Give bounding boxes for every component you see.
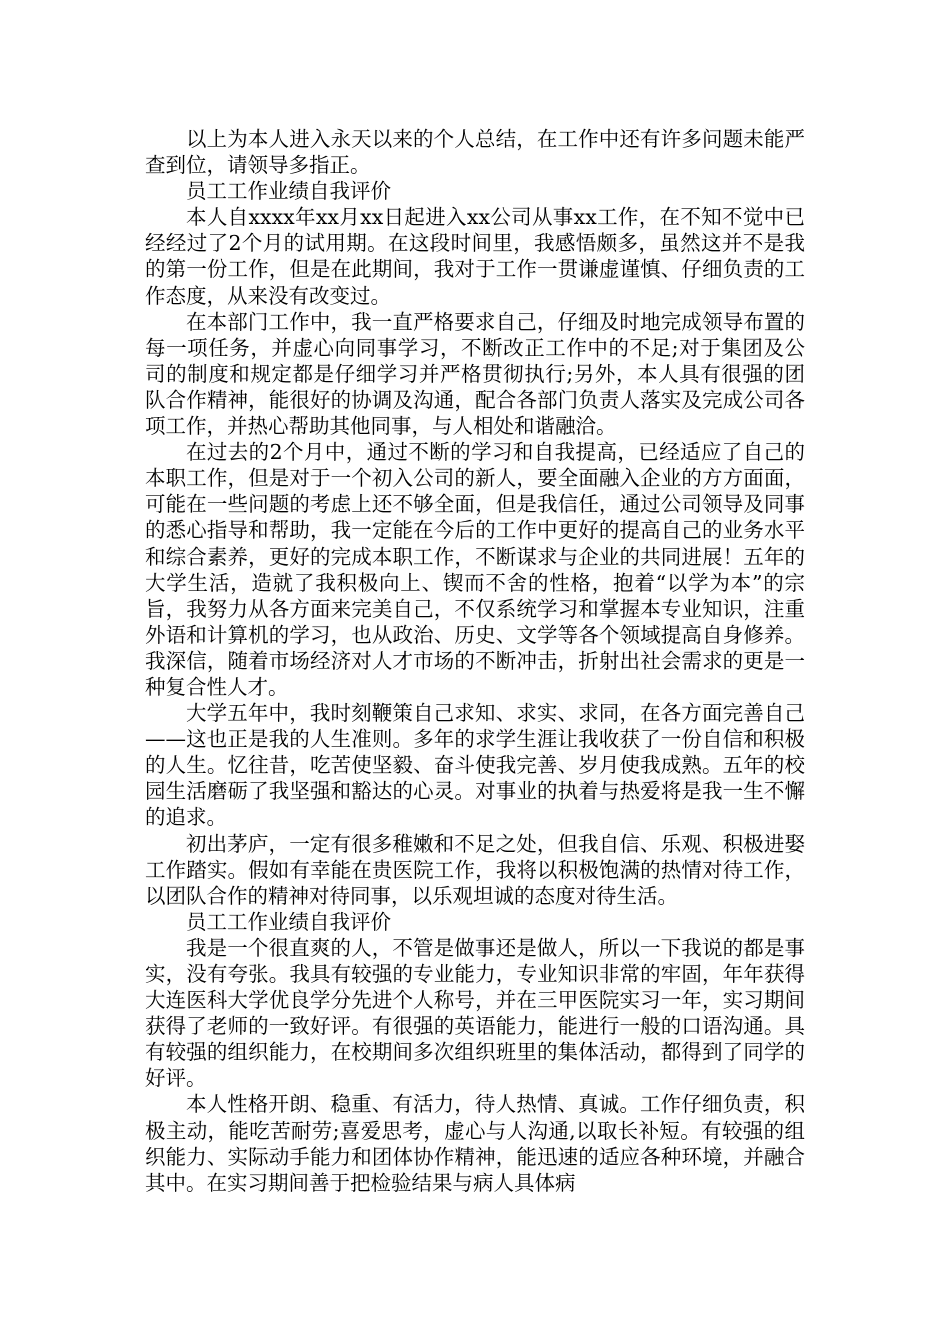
- paragraph: 在过去的2个月中，通过不断的学习和自我提高，已经适应了自己的本职工作，但是对于一个初入公司的新人，要全面融入企业的方方面面，可能在一些问题的考虑上还不够全面，但是我信任，通过公司领导及同事的悉心指导和帮助，我一定能在今后的工作中更好的提高自己的业务水平和综合素养，更好的完成本职工作，不断谋求与企业的共同进展！五年的大学生活，造就了我积极向上、锲而不舍的性格，抱着“以学为本”的宗旨，我努力从各方面来完美自己，不仅系统学习和掌握本专业知识，注重外语和计算机的学习，也从政治、历史、文学等各个领域提高自身修养。我深信，随着市场经济对人才市场的不断冲击，折射出社会需求的更是一种复合性人才。: [145, 440, 805, 699]
- paragraph: 在本部门工作中，我一直严格要求自己，仔细及时地完成领导布置的每一项任务，并虚心向同事学习，不断改正工作中的不足;对于集团及公司的制度和规定都是仔细学习并严格贯彻执行;另外，本人具有很强的团队合作精神，能很好的协调及沟通，配合各部门负责人落实及完成公司各项工作，并热心帮助其他同事，与人相处和谐融洽。: [145, 309, 805, 439]
- paragraph: 本人自xxxx年xx月xx日起进入xx公司从事xx工作，在不知不觉中已经经过了2个月的试用期。在这段时间里，我感悟颇多，虽然这并不是我的第一份工作，但是在此期间，我对于工作一贯谦虚谨慎、仔细负责的工作态度，从来没有改变过。: [145, 205, 805, 308]
- section-heading: 员工工作业绩自我评价: [186, 909, 391, 934]
- paragraph: 初出茅庐，一定有很多稚嫩和不足之处，但我自信、乐观、积极进娶工作踏实。假如有幸能在贵医院工作，我将以积极饱满的热情对待工作，以团队合作的精神对待同事，以乐观坦诚的态度对待生活。: [145, 831, 805, 908]
- section-heading: 员工工作业绩自我评价: [186, 179, 391, 204]
- paragraph: 以上为本人进入永天以来的个人总结，在工作中还有许多问题未能严查到位，请领导多指正。: [145, 127, 805, 178]
- paragraph: 我是一个很直爽的人，不管是做事还是做人，所以一下我说的都是事实，没有夸张。我具有较强的专业能力，专业知识非常的牢固，年年获得大连医科大学优良学分先进个人称号，并在三甲医院实习一年，实习期间获得了老师的一致好评。有很强的英语能力，能进行一般的口语沟通。具有较强的组织能力，在校期间多次组织班里的集体活动，都得到了同学的好评。: [145, 935, 805, 1091]
- paragraph: 本人性格开朗、稳重、有活力，待人热情、真诚。工作仔细负责，积极主动，能吃苦耐劳;喜爱思考，虚心与人沟通,以取长补短。有较强的组织能力、实际动手能力和团体协作精神，能迅速的适应各种环境，并融合其中。在实习期间善于把检验结果与病人具体病: [145, 1092, 805, 1195]
- paragraph: 大学五年中，我时刻鞭策自己求知、求实、求同，在各方面完善自己——这也正是我的人生准则。多年的求学生涯让我收获了一份自信和积极的人生。忆往昔，吃苦使坚毅、奋斗使我完善、岁月使我成熟。五年的校园生活磨砺了我坚强和豁达的心灵。对事业的执着与热爱将是我一生不懈的追求。: [145, 701, 805, 830]
- document-page: [145, 126, 805, 1196]
